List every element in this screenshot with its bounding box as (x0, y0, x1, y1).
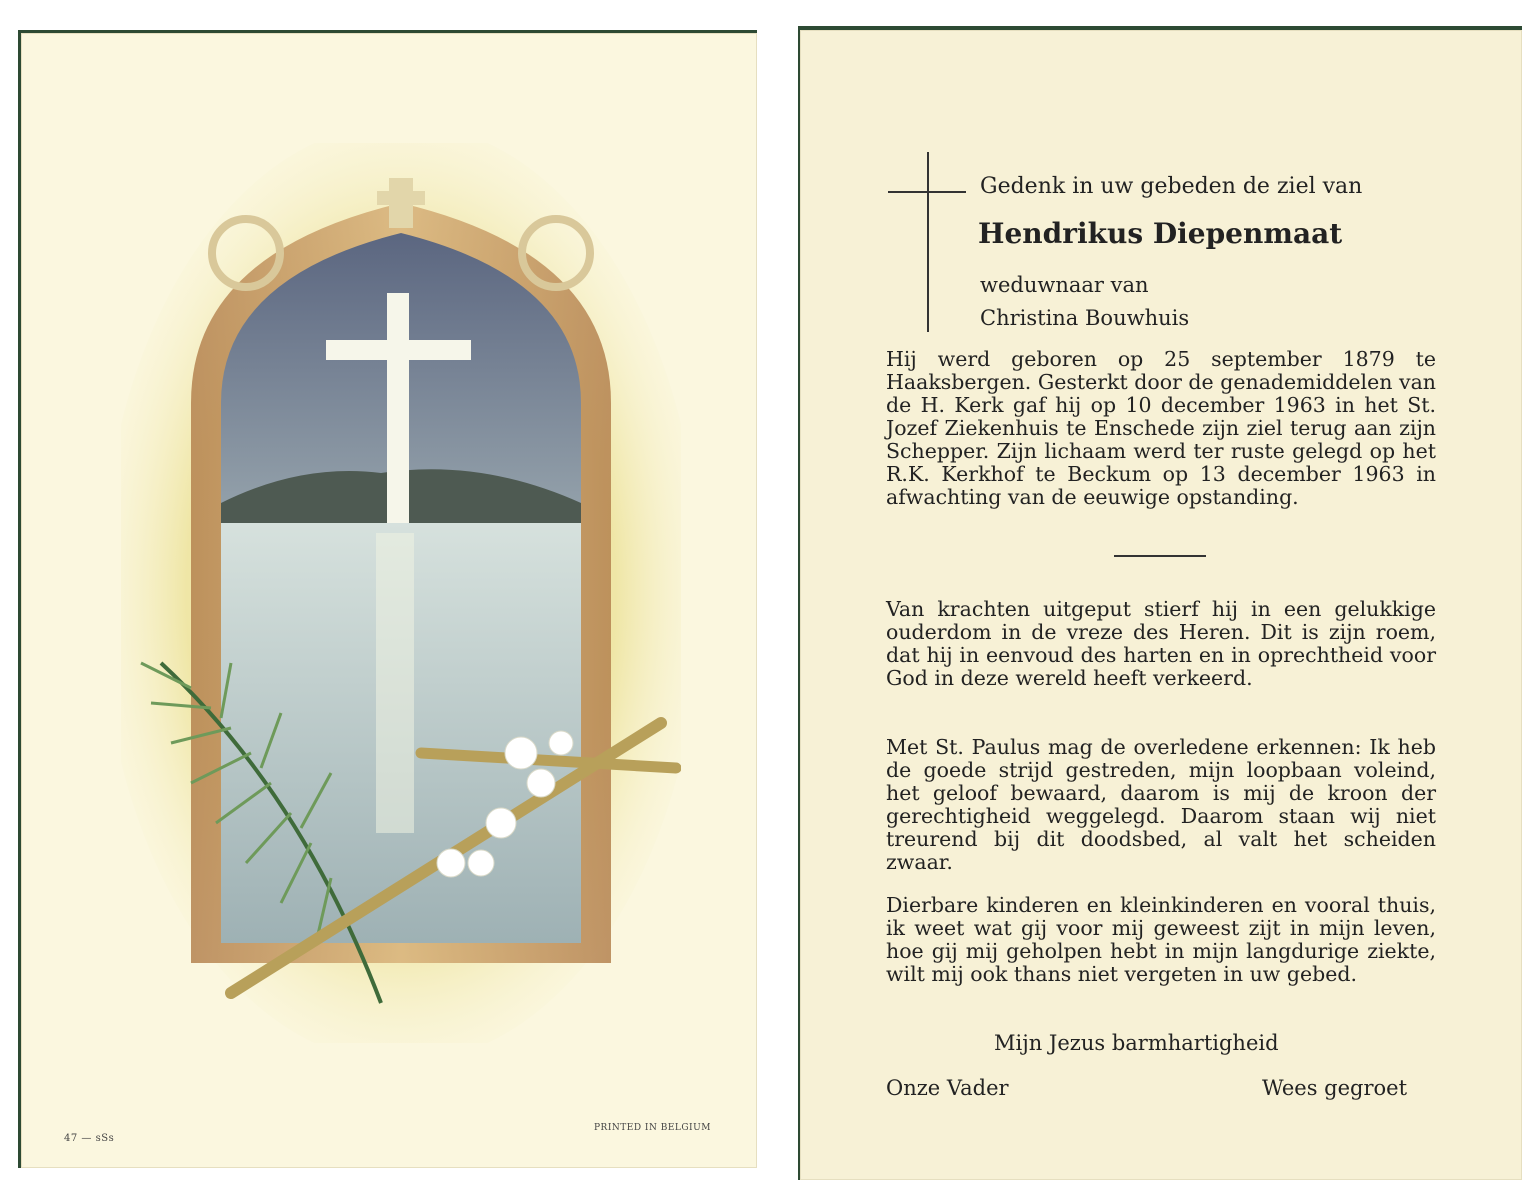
biography-paragraph: Hij werd geboren op 25 september 1879 te Haaksbergen. Gesterkt door de genademiddelen van de H. Kerk gaf hij op 10 december 1963 in het St. Jozef Ziekenhuis te Enschede zijn ziel terug aan zijn Schepper. Zijn lichaam werd ter ruste gelegd op het R.K. Kerkhof te Beckum op 13 december 1963 in afwachting van de eeuwige opstanding. (886, 347, 1436, 509)
cross-icon-horizontal (888, 191, 966, 193)
prayer-main: Mijn Jezus barmhartigheid (994, 1031, 1279, 1055)
deceased-name: Hendrikus Diepenmaat (978, 217, 1343, 250)
prayer-left: Onze Vader (886, 1076, 1009, 1100)
cross-icon-vertical (927, 152, 929, 332)
memorial-illustration (121, 143, 681, 1043)
remembrance-intro: Gedenk in uw gebeden de ziel van (980, 174, 1363, 199)
family-paragraph: Dierbare kinderen en kleinkinderen en vooral thuis, ik weet wat gij voor mij geweest zijt in mijn leven, hoe gij mij geholpen hebt in mijn langdurige ziekte, wilt mij ook thans niet vergeten in uw gebed. (886, 893, 1436, 986)
front-card (18, 30, 757, 1168)
tribute-paragraph: Van krachten uitgeput stierf hij in een gelukkige ouderdom in de vreze des Heren. Dit is zijn roem, dat hij in eenvoud des harten en in oprechtheid voor God in deze wereld heeft verkeerd. (886, 597, 1436, 690)
back-card (798, 26, 1522, 1180)
scripture-paragraph: Met St. Paulus mag de overledene erkennen: Ik heb de goede strijd gestreden, mijn loopbaan voleind, het geloof bewaard, daarom is mij de kroon der gerechtigheid weggelegd. Daarom staan wij niet treurend bij dit doodsbed, al valt het scheiden zwaar. (886, 735, 1436, 874)
widower-label: weduwnaar van (980, 273, 1149, 297)
prayer-right: Wees gegroet (1262, 1076, 1408, 1100)
divider (1114, 555, 1206, 557)
card-code: 47 — sSs (64, 1133, 115, 1144)
spouse-name: Christina Bouwhuis (980, 306, 1190, 330)
printed-in-belgium: PRINTED IN BELGIUM (594, 1123, 711, 1133)
